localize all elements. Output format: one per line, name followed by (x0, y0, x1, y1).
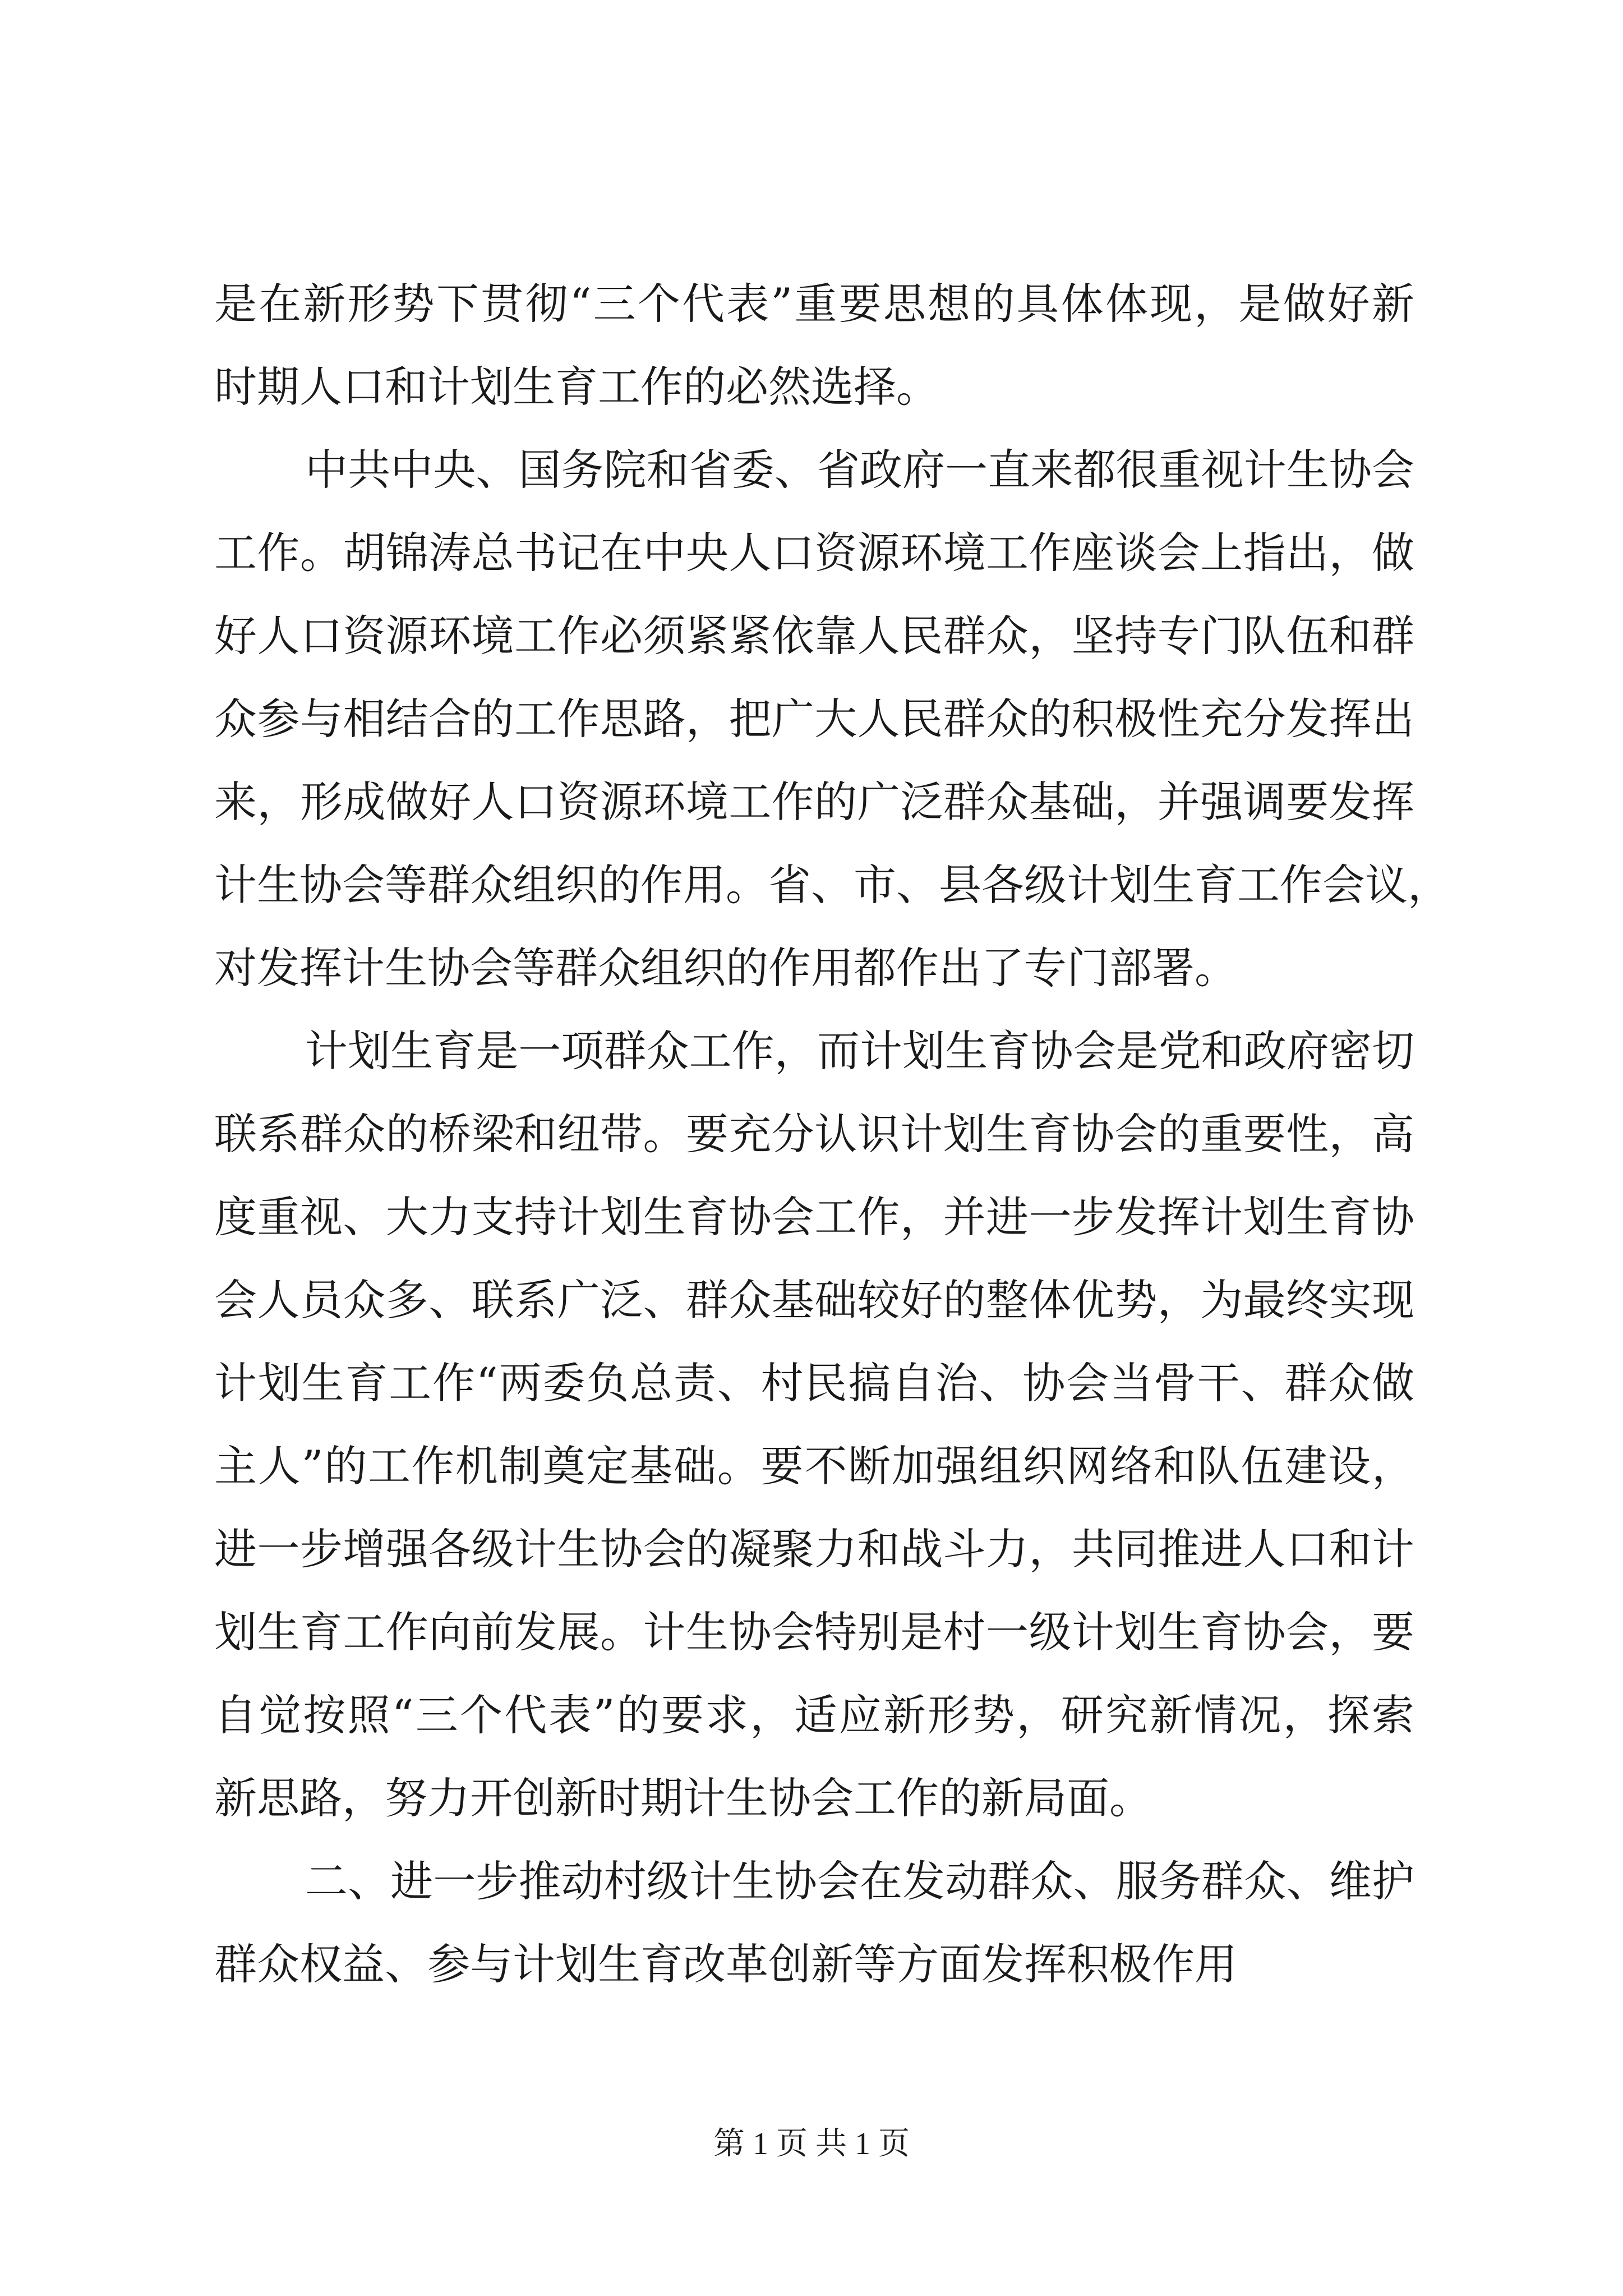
text-line: 计划生育工作“两委负总责、村民搞自治、协会当骨干、群众做 (214, 1358, 1414, 1408)
text-line: 二、进一步推动村级计生协会在发动群众、服务群众、维护 (305, 1856, 1414, 1906)
text-line: 是在新形势下贯彻“三个代表”重要思想的具体体现，是做好新 (214, 279, 1414, 329)
text-line: 联系群众的桥梁和纽带。要充分认识计划生育协会的重要性，高 (214, 1109, 1414, 1159)
text-line: 时期人口和计划生育工作的必然选择。 (214, 362, 939, 412)
text-line: 群众权益、参与计划生育改革创新等方面发挥积极作用 (214, 1939, 1237, 1989)
text-line: 中共中央、国务院和省委、省政府一直来都很重视计生协会 (305, 445, 1414, 495)
text-line: 会人员众多、联系广泛、群众基础较好的整体优势，为最终实现 (214, 1275, 1414, 1325)
text-line: 来，形成做好人口资源环境工作的广泛群众基础，并强调要发挥 (214, 777, 1414, 827)
text-line: 划生育工作向前发展。计生协会特别是村一级计划生育协会，要 (214, 1607, 1414, 1657)
text-line: 计划生育是一项群众工作，而计划生育协会是党和政府密切 (305, 1026, 1414, 1076)
text-line: 主人”的工作机制奠定基础。要不断加强组织网络和队伍建设， (214, 1441, 1414, 1491)
text-line: 计生协会等群众组织的作用。省、市、县各级计划生育工作会议， (214, 860, 1450, 910)
text-line: 众参与相结合的工作思路，把广大人民群众的积极性充分发挥出 (214, 694, 1414, 744)
text-line: 度重视、大力支持计划生育协会工作，并进一步发挥计划生育协 (214, 1192, 1414, 1242)
text-line: 新思路，努力开创新时期计生协会工作的新局面。 (214, 1773, 1152, 1823)
text-line: 工作。胡锦涛总书记在中央人口资源环境工作座谈会上指出，做 (214, 528, 1414, 578)
text-line: 对发挥计生协会等群众组织的作用都作出了专门部署。 (214, 943, 1237, 993)
page-number-footer: 第 1 页 共 1 页 (713, 2127, 910, 2161)
text-line: 进一步增强各级计生协会的凝聚力和战斗力，共同推进人口和计 (214, 1524, 1414, 1574)
text-line: 好人口资源环境工作必须紧紧依靠人民群众，坚持专门队伍和群 (214, 611, 1414, 661)
text-line: 自觉按照“三个代表”的要求，适应新形势，研究新情况，探索 (214, 1690, 1414, 1740)
document-body (214, 263, 1450, 2006)
